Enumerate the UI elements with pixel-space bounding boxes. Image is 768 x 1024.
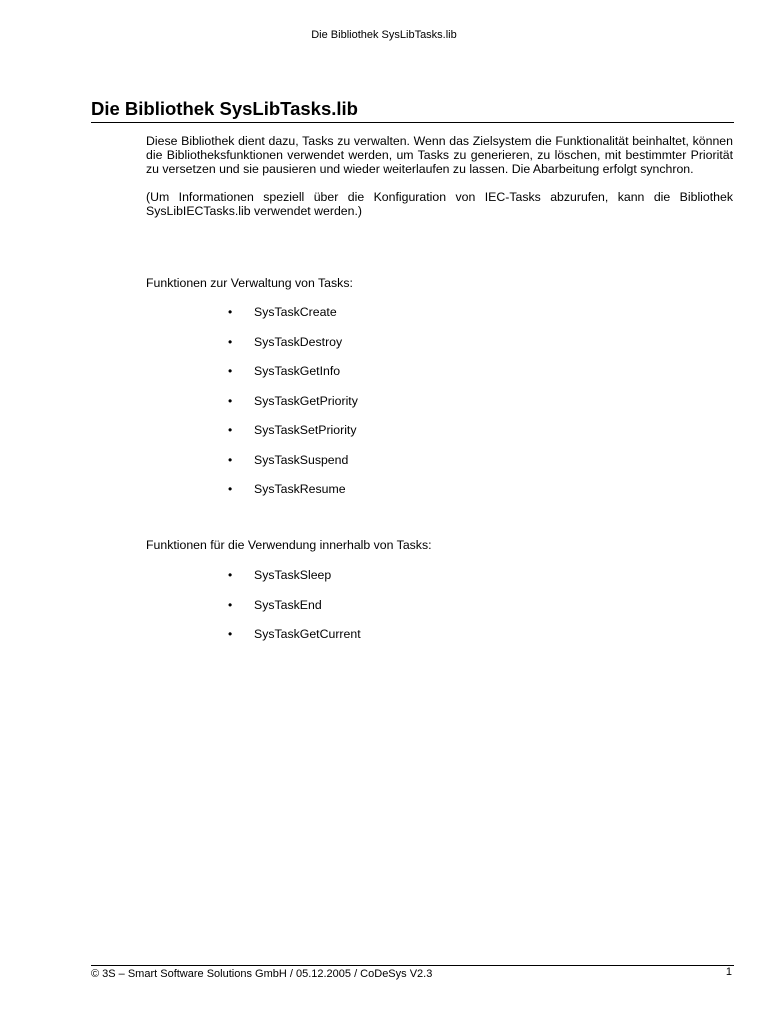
bullet-list-usage <box>228 568 361 657</box>
bullet-icon: • <box>228 364 233 378</box>
list-item <box>228 305 358 335</box>
function-name: SysTaskSleep <box>254 568 332 582</box>
list-item <box>228 423 358 453</box>
list-item <box>228 627 361 657</box>
footer-divider <box>91 965 734 966</box>
page-title: Die Bibliothek SysLibTasks.lib <box>91 98 734 123</box>
bullet-icon: • <box>228 334 233 349</box>
note-paragraph: (Um Informationen speziell über die Konfiguration von IEC-Tasks abzurufen, kann die Bibliothek SysLibIECTasks.lib verwendet werden.) <box>146 190 733 218</box>
list-item <box>228 335 358 365</box>
list-item <box>228 598 361 628</box>
list-item <box>228 394 358 424</box>
bullet-icon: • <box>228 423 233 437</box>
function-name: SysTaskGetCurrent <box>254 627 361 641</box>
list-item <box>228 364 358 394</box>
bullet-icon: • <box>228 482 233 496</box>
intro-body <box>146 134 733 218</box>
bullet-list-management <box>228 305 358 512</box>
function-name: SysTaskGetInfo <box>254 364 341 378</box>
bullet-icon: • <box>228 568 233 582</box>
running-header: Die Bibliothek SysLibTasks.lib <box>311 29 457 41</box>
function-name: SysTaskEnd <box>254 597 322 612</box>
function-name: SysTaskCreate <box>254 305 337 319</box>
function-name: SysTaskResume <box>254 482 346 496</box>
bullet-icon: • <box>228 393 233 408</box>
function-name: SysTaskGetPriority <box>254 393 358 408</box>
page-number: 1 <box>725 966 732 978</box>
bullet-icon: • <box>228 597 233 612</box>
bullet-icon: • <box>228 305 233 319</box>
bullet-icon: • <box>228 452 233 467</box>
bullet-icon: • <box>228 627 233 641</box>
function-name: SysTaskDestroy <box>254 334 343 349</box>
list-item <box>228 482 358 512</box>
list-item <box>228 453 358 483</box>
footer-copyright: © 3S – Smart Software Solutions GmbH / 05.12.2005 / CoDeSys V2.3 <box>91 968 433 980</box>
function-name: SysTaskSuspend <box>254 452 349 467</box>
intro-paragraph: Diese Bibliothek dient dazu, Tasks zu verwalten. Wenn das Zielsystem die Funktionalität beinhaltet, können die Bibliotheksfunktionen verwendet werden, um Tasks zu generieren, zu löschen, mit bestimmter Priorität zu versetzen und sie pausieren und wieder weiterlaufen zu lassen. Die Abarbeitung erfolgt synchron. <box>146 134 733 176</box>
section-label-usage: Funktionen für die Verwendung innerhalb von Tasks: <box>146 538 432 552</box>
function-name: SysTaskSetPriority <box>254 423 357 437</box>
list-item <box>228 568 361 598</box>
section-label-management: Funktionen zur Verwaltung von Tasks: <box>146 276 353 290</box>
